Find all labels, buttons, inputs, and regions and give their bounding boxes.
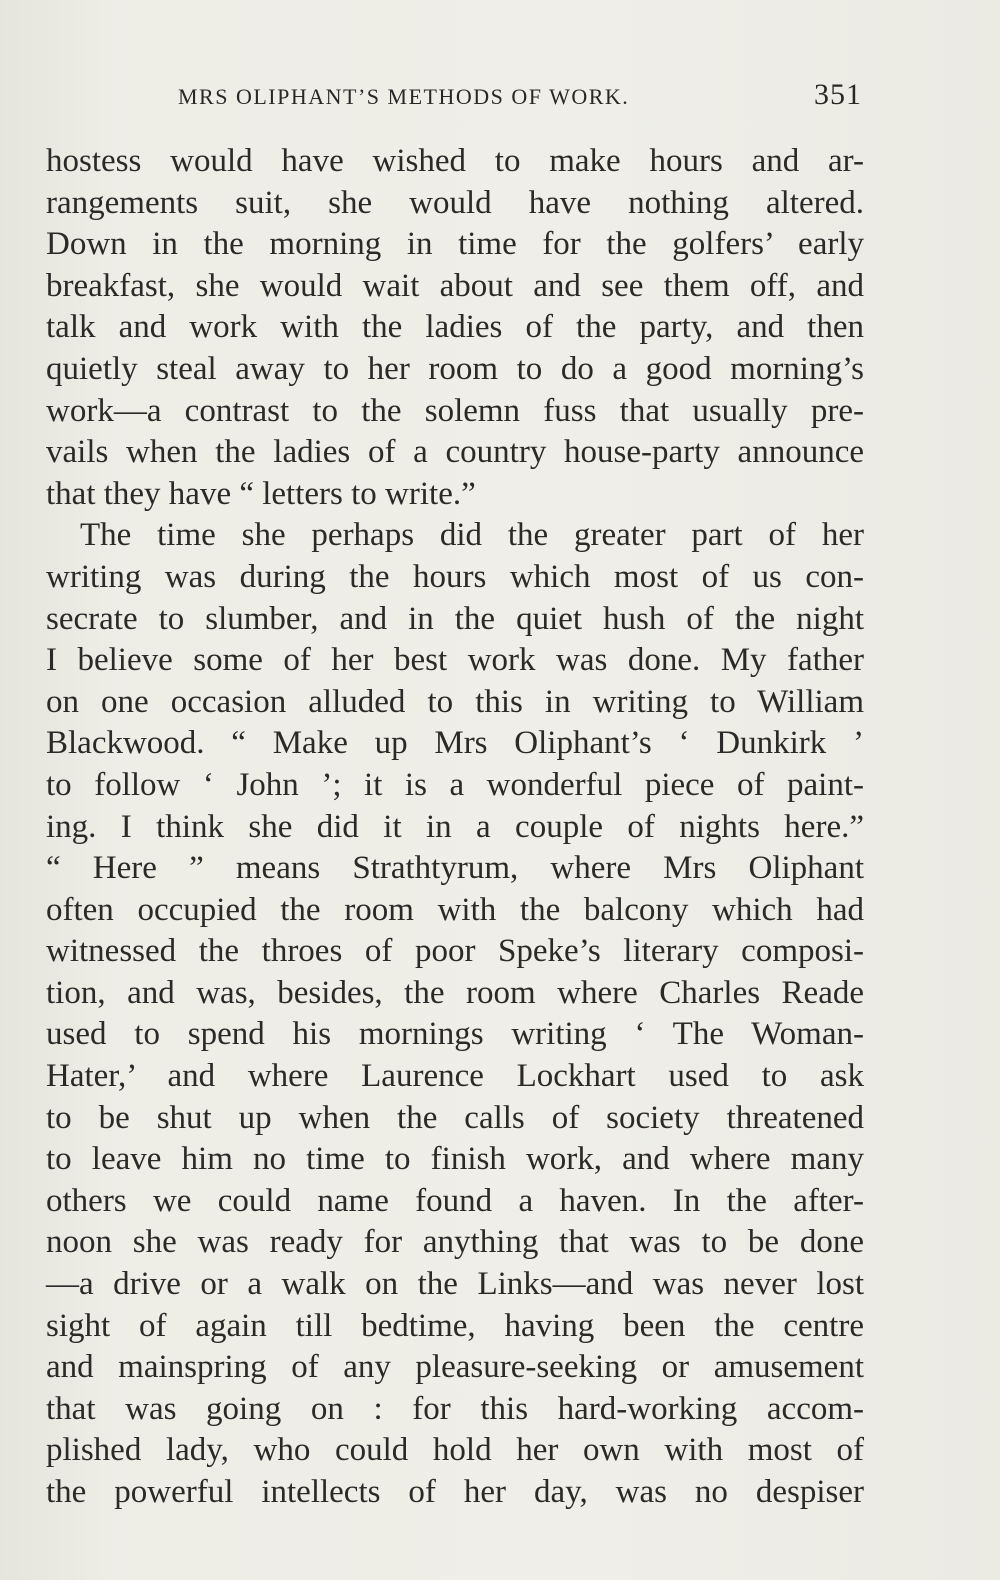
text-line: on one occasion alluded to this in writing to William xyxy=(46,683,864,720)
text-line: noon she was ready for anything that was to be done xyxy=(46,1224,864,1261)
text-line: to leave him no time to finish work, and where many xyxy=(46,1141,864,1178)
text-line: vails when the ladies of a country house-party announce xyxy=(46,434,864,471)
page-number: 351 xyxy=(814,78,862,111)
text-line: talk and work with the ladies of the party, and then xyxy=(46,309,864,346)
text-line: often occupied the room with the balcony which had xyxy=(46,891,864,928)
text-line: used to spend his mornings writing ‘ The Woman- xyxy=(46,1016,864,1053)
running-head xyxy=(178,78,862,118)
text-line: work—a contrast to the solemn fuss that usually pre- xyxy=(46,392,864,429)
text-line: —a drive or a walk on the Links—and was never lost xyxy=(46,1266,864,1303)
text-line: that they have “ letters to write.” xyxy=(46,475,476,512)
text-line: secrate to slumber, and in the quiet hush of the night xyxy=(46,600,864,637)
running-title: MRS OLIPHANT’S METHODS OF WORK. xyxy=(178,84,630,109)
text-line: I believe some of her best work was done. My father xyxy=(46,642,864,679)
text-line: plished lady, who could hold her own with most of xyxy=(46,1432,864,1469)
text-line: The time she perhaps did the greater part of her xyxy=(80,517,864,554)
text-line: quietly steal away to her room to do a good morning’s xyxy=(46,350,864,387)
paragraph-2 xyxy=(46,515,864,1513)
text-line: Down in the morning in time for the golfers’ early xyxy=(46,226,864,263)
paragraph-1 xyxy=(46,141,864,515)
text-line: to be shut up when the calls of society threatened xyxy=(46,1099,864,1136)
text-line: others we could name found a haven. In the after- xyxy=(46,1182,864,1219)
text-line: and mainspring of any pleasure-seeking or amusement xyxy=(46,1349,864,1386)
text-line: the powerful intellects of her day, was no despiser xyxy=(46,1474,864,1510)
text-line: Blackwood. “ Make up Mrs Oliphant’s ‘ Dunkirk ’ xyxy=(46,725,864,762)
text-line: tion, and was, besides, the room where Charles Reade xyxy=(46,974,864,1011)
body-text xyxy=(46,141,864,1514)
text-line: rangements suit, she would have nothing altered. xyxy=(46,184,864,221)
text-line: sight of again till bedtime, having been the centre xyxy=(46,1307,864,1344)
text-line: ing. I think she did it in a couple of nights here.” xyxy=(46,808,864,845)
text-line: to follow ‘ John ’; it is a wonderful piece of paint- xyxy=(46,766,864,803)
text-line: “ Here ” means Strathtyrum, where Mrs Oliphant xyxy=(46,850,864,887)
text-line: hostess would have wished to make hours and ar- xyxy=(46,143,864,179)
text-line: breakfast, she would wait about and see them off, and xyxy=(46,267,864,304)
text-line: Hater,’ and where Laurence Lockhart used to ask xyxy=(46,1058,864,1095)
text-line: witnessed the throes of poor Speke’s literary composi- xyxy=(46,933,864,970)
text-line: writing was during the hours which most of us con- xyxy=(46,558,864,595)
text-line: that was going on : for this hard-working accom- xyxy=(46,1390,864,1427)
